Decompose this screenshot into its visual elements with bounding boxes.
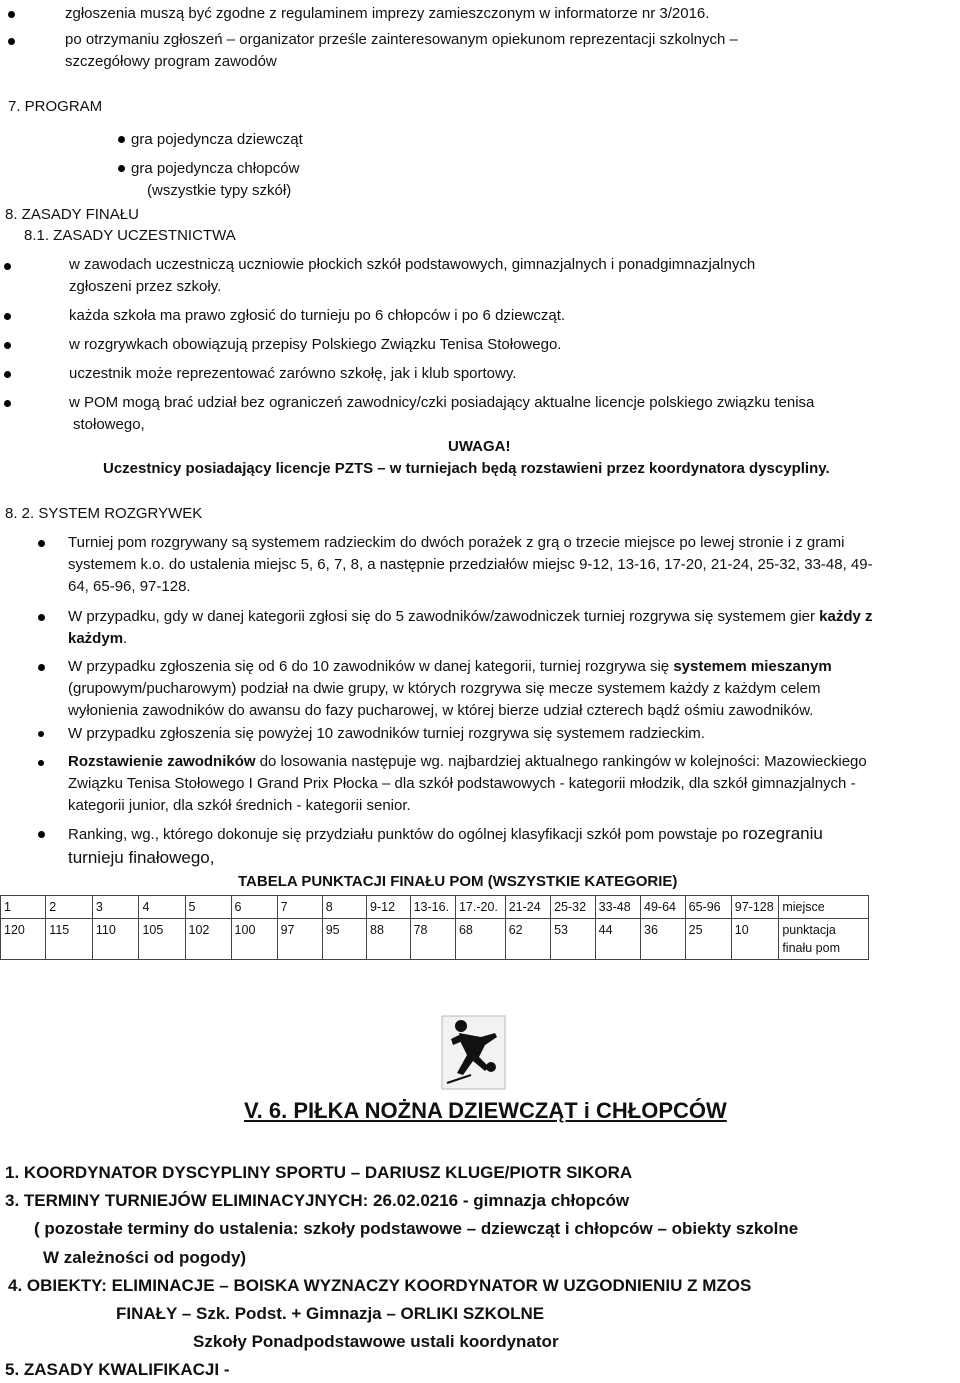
table-cell-points: 102 — [185, 919, 231, 960]
bullet-dot — [118, 165, 125, 172]
points-table — [0, 895, 869, 960]
system-1-l3: 64, 65-96, 97-128. — [68, 578, 191, 595]
table-cell-place: 1 — [1, 896, 46, 919]
table-cell-place: miejsce — [779, 896, 869, 919]
system-6-l2: turnieju finałowego, — [68, 848, 215, 867]
table-cell-points: 68 — [455, 919, 505, 960]
system-3: W przypadku zgłoszenia się od 6 do 10 zawodników w danej kategorii, turniej rozgrywa się systemem mieszanym — [68, 658, 832, 675]
bullet-dot — [8, 38, 15, 45]
table-cell-place: 25-32 — [551, 896, 596, 919]
table-cell-points: 88 — [367, 919, 411, 960]
table-row-points — [1, 919, 869, 960]
table-cell-points-label-2: finału pom — [782, 941, 841, 955]
table-cell-place: 13-16. — [410, 896, 455, 919]
football-line-2: 3. TERMINY TURNIEJÓW ELIMINACYJNYCH: 26.02.0216 - gimnazja chłopców — [5, 1191, 630, 1210]
bullet-dot — [38, 831, 45, 838]
bullet-dot — [8, 11, 15, 18]
bullet-dot — [38, 664, 45, 671]
bullet-dot — [38, 731, 44, 737]
football-line-3: ( pozostałe terminy do ustalenia: szkoły podstawowe – dziewcząt i chłopców – obiekty szkolne — [34, 1219, 799, 1238]
table-cell-place: 17.-20. — [455, 896, 505, 919]
table-cell-place: 4 — [139, 896, 185, 919]
bullet-dot — [38, 614, 45, 621]
table-cell-place: 97-128 — [731, 896, 779, 919]
system-1: Turniej pom rozgrywany są systemem radzieckim do dwóch porażek z grą o trzecie miejsce po lewej stronie i z grami — [68, 534, 845, 551]
bullet-dot — [38, 540, 45, 547]
uwaga-label: UWAGA! — [448, 438, 511, 455]
system-2-l2: każdym. — [68, 630, 128, 647]
system-4: W przypadku zgłoszenia się powyżej 10 zawodników turniej rozgrywa się systemem radzieckim. — [68, 725, 705, 742]
section-8-2-heading: 8. 2. SYSTEM ROZGRYWEK — [5, 505, 203, 522]
football-line-6: FINAŁY – Szk. Podst. + Gimnazja – ORLIKI SZKOLNE — [116, 1304, 545, 1323]
table-cell-place: 21-24 — [505, 896, 550, 919]
table-cell-points: 95 — [322, 919, 366, 960]
football-line-7: Szkoły Ponadpodstawowe ustali koordynator — [193, 1332, 559, 1351]
table-cell-points-label: punktacja — [782, 923, 836, 937]
table-cell-points: 62 — [505, 919, 550, 960]
rule-2: każda szkoła ma prawo zgłosić do turnieju po 6 chłopców i po 6 dziewcząt. — [69, 307, 566, 324]
bullet-dot — [118, 136, 125, 143]
table-cell-place: 65-96 — [685, 896, 731, 919]
table-cell-points: 115 — [46, 919, 93, 960]
intro-bullet-1: zgłoszenia muszą być zgodne z regulaminem imprezy zamieszczonym w informatorze nr 3/2016. — [65, 5, 710, 22]
table-row-places — [1, 896, 869, 919]
table-cell-points: 53 — [551, 919, 596, 960]
football-line-8: 5. ZASADY KWALIFIKACJI - — [5, 1360, 230, 1379]
table-cell-points: 105 — [139, 919, 185, 960]
program-heading: 7. PROGRAM — [8, 98, 103, 115]
table-cell-points: 110 — [92, 919, 139, 960]
table-cell-points: 78 — [410, 919, 455, 960]
table-cell-points: 100 — [231, 919, 277, 960]
table-title: TABELA PUNKTACJI FINAŁU POM (WSZYSTKIE KATEGORIE) — [238, 873, 678, 890]
table-cell-points: 10 — [731, 919, 779, 960]
rule-3: w rozgrywkach obowiązują przepisy Polskiego Związku Tenisa Stołowego. — [69, 336, 562, 353]
system-1-l2: systemem k.o. do ustalenia miejsc 5, 6, 7, 8, a następnie przedziałów miejsc 9-12, 13-16, 17-20, 21-24, 25-32, 33-48, 49- — [68, 556, 873, 573]
football-line-1: 1. KOORDYNATOR DYSCYPLINY SPORTU – DARIUSZ KLUGE/PIOTR SIKORA — [5, 1163, 633, 1182]
uwaga-text: Uczestnicy posiadający licencje PZTS – w turniejach będą rozstawieni przez koordynatora dyscypliny. — [103, 460, 830, 477]
system-5-l3: kategorii junior, dla szkół średnich - kategorii senior. — [68, 797, 411, 814]
table-cell-points — [779, 919, 869, 960]
intro-bullet-2: po otrzymaniu zgłoszeń – organizator prześle zainteresowanym opiekunom reprezentacji szkolnych – — [65, 31, 738, 48]
table-cell-place: 2 — [46, 896, 93, 919]
bullet-dot — [4, 371, 11, 378]
table-cell-points: 44 — [595, 919, 640, 960]
table-cell-points: 120 — [1, 919, 46, 960]
table-cell-place: 8 — [322, 896, 366, 919]
football-line-4: W zależności od pogody) — [43, 1248, 247, 1267]
rule-5: w POM mogą brać udział bez ograniczeń zawodnicy/czki posiadający aktualne licencje polskiego związku tenisa — [69, 394, 815, 411]
bullet-dot — [4, 263, 11, 270]
bullet-dot — [4, 400, 11, 407]
rule-1: w zawodach uczestniczą uczniowie płockich szkół podstawowych, gimnazjalnych i ponadgimnazjalnych — [69, 256, 756, 273]
football-title: V. 6. PIŁKA NOŻNA DZIEWCZĄT i CHŁOPCÓW — [244, 1098, 727, 1123]
system-5: Rozstawienie zawodników do losowania następuje wg. najbardziej aktualnego rankingów w kolejności: Mazowieckiego — [68, 753, 867, 770]
rule-5-cont: stołowego, — [73, 416, 145, 433]
bullet-dot — [38, 760, 44, 766]
football-player-icon — [441, 1015, 506, 1090]
program-item-1: gra pojedyncza dziewcząt — [131, 131, 303, 148]
program-item-2: gra pojedyncza chłopców — [131, 160, 300, 177]
table-cell-place: 3 — [92, 896, 139, 919]
table-cell-place: 9-12 — [367, 896, 411, 919]
system-5-l2: Związku Tenisa Stołowego I Grand Prix Płocka – dla szkół podstawowych - kategorii młodzik, dla szkół gimnazjalnych - — [68, 775, 856, 792]
table-cell-place: 6 — [231, 896, 277, 919]
rule-4: uczestnik może reprezentować zarówno szkołę, jak i klub sportowy. — [69, 365, 517, 382]
system-2: W przypadku, gdy w danej kategorii zgłosi się do 5 zawodników/zawodniczek turniej rozgrywa się systemem gier każdy z — [68, 608, 873, 625]
intro-bullet-2-cont: szczegółowy program zawodów — [65, 53, 277, 70]
section-8-1-heading: 8.1. ZASADY UCZESTNICTWA — [24, 227, 236, 244]
table-cell-points: 25 — [685, 919, 731, 960]
table-cell-points: 97 — [277, 919, 322, 960]
table-cell-place: 33-48 — [595, 896, 640, 919]
table-cell-place: 5 — [185, 896, 231, 919]
table-cell-place: 49-64 — [641, 896, 686, 919]
system-6: Ranking, wg., którego dokonuje się przydziału punktów do ogólnej klasyfikacji szkół pom powstaje po rozegraniu — [68, 824, 823, 843]
bullet-dot — [4, 342, 11, 349]
system-3-l3: wyłonienia zawodników do awansu do fazy pucharowej, w której bierze udział czterech bądź ośmiu zawodników. — [68, 702, 814, 719]
football-line-5: 4. OBIEKTY: ELIMINACJE – BOISKA WYZNACZY KOORDYNATOR W UZGODNIENIU Z MZOS — [8, 1276, 752, 1295]
system-3-l2: (grupowym/pucharowym) podział na dwie grupy, w których rozgrywa się mecze systemem każdy z każdym celem — [68, 680, 821, 697]
rule-1-cont: zgłoszeni przez szkoły. — [69, 278, 222, 295]
table-cell-points: 36 — [641, 919, 686, 960]
program-item-3: (wszystkie typy szkół) — [147, 182, 292, 199]
table-cell-place: 7 — [277, 896, 322, 919]
bullet-dot — [4, 313, 11, 320]
section-8-heading: 8. ZASADY FINAŁU — [5, 206, 139, 223]
